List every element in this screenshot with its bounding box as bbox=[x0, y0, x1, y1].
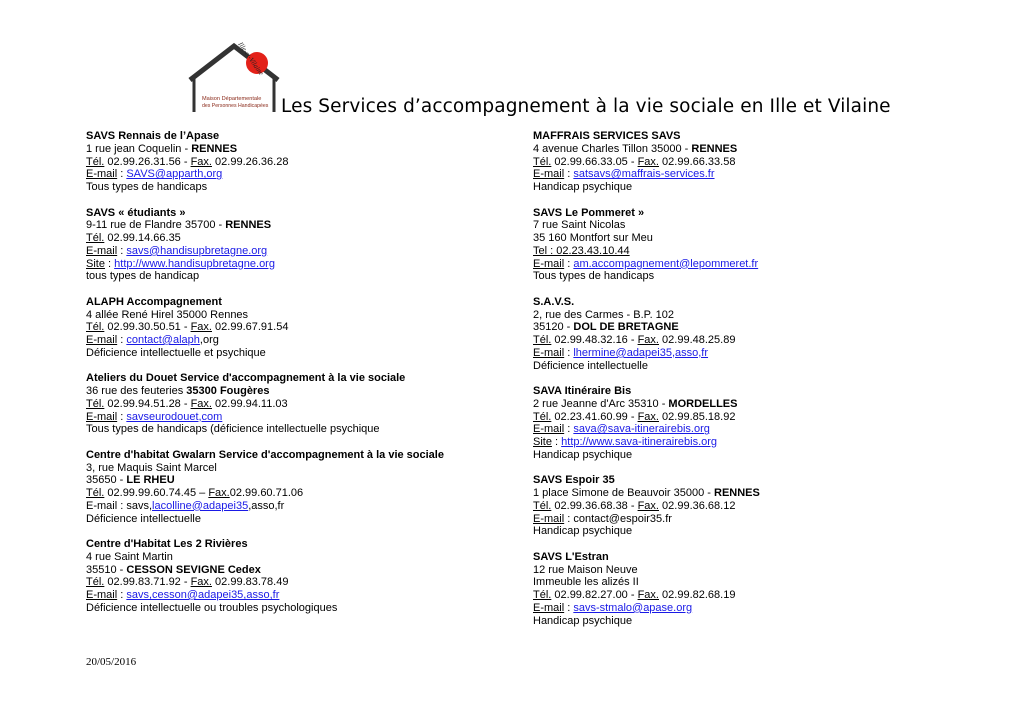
address-text: 1 rue jean Coquelin - bbox=[86, 142, 192, 155]
email-tail: ,asso,fr bbox=[248, 499, 285, 512]
email-line bbox=[86, 245, 516, 258]
city-name: DOL DE BRETAGNE bbox=[573, 321, 679, 334]
logo-text-top: Ille-et-Vilaine bbox=[236, 42, 266, 77]
handicap-type: Déficience intellectuelle bbox=[533, 359, 648, 372]
city-name: LE RHEU bbox=[126, 474, 175, 487]
email-separator: : bbox=[117, 589, 127, 601]
handicap-type: Handicap psychique bbox=[533, 525, 633, 538]
fax-label: Fax. bbox=[637, 499, 659, 512]
city-name: CESSON SEVIGNE Cedex bbox=[126, 563, 261, 576]
address-line bbox=[533, 487, 973, 500]
email-link[interactable]: sava@sava-itinerairebis.org bbox=[573, 423, 710, 436]
logo-text-line1: Maison Départementale bbox=[202, 96, 262, 102]
city-name: RENNES bbox=[691, 142, 738, 155]
website-link[interactable]: http://www.handisupbretagne.org bbox=[114, 257, 275, 270]
phone-line bbox=[533, 334, 973, 347]
service-entry bbox=[533, 551, 973, 628]
email-link[interactable]: savs,cesson@adapei35,asso,fr bbox=[126, 589, 280, 601]
service-entry bbox=[533, 296, 973, 373]
handicap-type: tous types de handicap bbox=[86, 270, 200, 283]
service-name: SAVS Rennais de l’Apase bbox=[86, 130, 220, 142]
phone-line bbox=[533, 500, 973, 513]
phone-number: 02.99.83.71.92 - bbox=[104, 576, 191, 589]
right-column bbox=[533, 130, 973, 640]
handicap-type: Tous types de handicaps bbox=[533, 270, 655, 283]
mdph-logo bbox=[186, 42, 282, 116]
fax-label: Fax. bbox=[190, 321, 212, 334]
website-separator: : bbox=[551, 436, 562, 448]
handicap-type: Handicap psychique bbox=[533, 448, 633, 461]
fax-label: Fax. bbox=[190, 397, 212, 410]
phone-number: 02.99.94.51.28 - bbox=[104, 397, 191, 410]
phone-number: 02.99.30.50.51 - bbox=[104, 321, 191, 334]
phone-number: 02.99.36.68.38 - bbox=[551, 499, 638, 512]
handicap-type: Handicap psychique bbox=[533, 614, 633, 627]
page-title: Les Services d’accompagnement à la vie sociale en Ille et Vilaine bbox=[281, 96, 891, 117]
email-label: E-mail bbox=[86, 589, 118, 601]
service-name: SAVS « étudiants » bbox=[86, 206, 186, 219]
email-link[interactable]: lacolline@adapei35 bbox=[152, 499, 249, 512]
website-line bbox=[86, 258, 516, 271]
website-line bbox=[533, 436, 973, 449]
phone-label: Tél. bbox=[533, 155, 552, 168]
address-text: 2, rue des Carmes - B.P. 102 bbox=[533, 308, 675, 321]
service-entry bbox=[86, 296, 516, 360]
address-line bbox=[86, 219, 516, 232]
address-text: 4 avenue Charles Tillon 35000 - bbox=[533, 142, 692, 155]
email-line bbox=[533, 347, 973, 360]
service-entry bbox=[533, 385, 973, 462]
address-text: 9-11 rue de Flandre 35700 - bbox=[86, 219, 226, 232]
phone-label: Tél. bbox=[533, 499, 552, 512]
phone-number: 02.99.99.60.74.45 – bbox=[104, 487, 209, 499]
service-entry bbox=[86, 130, 516, 194]
city-name: MORDELLES bbox=[668, 397, 738, 410]
postal-line bbox=[533, 321, 973, 334]
address-line bbox=[533, 398, 973, 411]
email-link[interactable]: SAVS@apparth,org bbox=[126, 168, 223, 181]
service-name: Ateliers du Douet Service d'accompagnement à la vie sociale bbox=[86, 372, 406, 385]
city-name: RENNES bbox=[191, 142, 238, 155]
postal-code: 35650 - bbox=[86, 474, 127, 487]
service-entry bbox=[533, 474, 973, 538]
fax-label: Fax. bbox=[190, 155, 212, 168]
phone-number: 02.99.82.27.00 - bbox=[551, 589, 638, 601]
service-name: S.A.V.S. bbox=[533, 295, 575, 308]
address-line bbox=[86, 309, 516, 322]
website-separator: : bbox=[104, 257, 115, 270]
email-label: E-mail bbox=[533, 601, 565, 614]
footer-date: 20/05/2016 bbox=[86, 656, 137, 668]
email-line bbox=[533, 168, 973, 181]
fax-number: 02.99.36.68.12 bbox=[658, 499, 736, 512]
address-text: 4 allée René Hirel 35000 Rennes bbox=[86, 308, 249, 321]
phone-label: Tél. bbox=[86, 232, 105, 244]
service-name: ALAPH Accompagnement bbox=[86, 295, 222, 308]
address-line bbox=[533, 564, 973, 577]
fax-label: Fax. bbox=[637, 334, 659, 346]
logo-text-line2: des Personnes Handicapées bbox=[202, 103, 269, 109]
email-link[interactable]: am.accompagnement@lepommeret.fr bbox=[573, 257, 759, 270]
email-separator: : bbox=[564, 423, 574, 436]
email-separator: : bbox=[564, 168, 574, 181]
fax-number: 02.99.94.11.03 bbox=[211, 397, 288, 410]
phone-label: Tél. bbox=[533, 334, 552, 346]
phone-line bbox=[86, 487, 516, 500]
address-text: 3, rue Maquis Saint Marcel bbox=[86, 461, 217, 474]
handicap-type: Déficience intellectuelle et psychique bbox=[86, 346, 266, 359]
service-entry bbox=[86, 372, 516, 436]
email-separator: : bbox=[564, 601, 574, 614]
service-name: MAFFRAIS SERVICES SAVS bbox=[533, 130, 681, 142]
website-label: Site bbox=[533, 436, 552, 448]
email-label: E-mail bbox=[533, 346, 565, 359]
email-link[interactable]: savs@handisupbretagne.org bbox=[126, 244, 268, 257]
email-line bbox=[533, 423, 973, 436]
email-text: E-mail : savs, bbox=[86, 499, 153, 512]
phone-line bbox=[86, 232, 516, 245]
phone-line bbox=[86, 576, 516, 589]
address-line bbox=[533, 309, 973, 322]
email-link[interactable]: savseurodouet,com bbox=[126, 410, 223, 423]
city-name: RENNES bbox=[225, 219, 272, 232]
email-separator: : bbox=[117, 410, 127, 423]
fax-label: Fax. bbox=[208, 487, 230, 499]
house-logo-icon bbox=[186, 42, 282, 116]
postal-code: 35510 - bbox=[86, 563, 127, 576]
address-line bbox=[86, 551, 516, 564]
phone-label: Tél. bbox=[86, 487, 105, 499]
phone-line bbox=[86, 321, 516, 334]
email-label: E-mail bbox=[86, 168, 118, 181]
phone-label: Tél. bbox=[533, 589, 552, 601]
phone-number: 02.23.41.60.99 - bbox=[551, 410, 638, 423]
city-name: RENNES bbox=[714, 487, 760, 499]
phone-label: Tél. bbox=[86, 321, 105, 334]
fax-number: 02.99.83.78.49 bbox=[211, 576, 289, 589]
email-link[interactable]: savs-stmalo@apase.org bbox=[573, 601, 693, 614]
email-separator: : bbox=[564, 257, 574, 270]
email-separator: : bbox=[117, 334, 127, 346]
email-line bbox=[86, 334, 516, 347]
email-link[interactable]: satsavs@maffrais-services.fr bbox=[573, 168, 715, 181]
postal-code: 35120 - bbox=[533, 321, 574, 334]
email-separator: : bbox=[117, 244, 127, 257]
fax-label: Fax. bbox=[190, 576, 212, 589]
service-entry bbox=[86, 449, 516, 526]
service-entry bbox=[86, 207, 516, 284]
email-separator: : bbox=[564, 512, 574, 525]
phone-label: Tél. bbox=[533, 410, 552, 423]
email-label: E-mail bbox=[533, 257, 565, 270]
email-separator: : bbox=[117, 168, 127, 181]
email-link[interactable]: contact@alaph bbox=[126, 334, 200, 346]
phone-line bbox=[533, 411, 973, 424]
email-line bbox=[533, 258, 973, 271]
phone-label: Tél. bbox=[86, 155, 105, 168]
phone-number: 02.99.48.32.16 - bbox=[551, 334, 638, 346]
city-name: 35300 Fougères bbox=[186, 385, 270, 397]
phone-line bbox=[533, 589, 973, 602]
fax-number: 02.99.67.91.54 bbox=[211, 321, 289, 334]
email-label: E-mail bbox=[533, 512, 565, 525]
fax-label: Fax. bbox=[637, 589, 659, 601]
phone-number: 02.99.66.33.05 - bbox=[551, 155, 638, 168]
service-entry bbox=[533, 207, 973, 284]
website-link[interactable]: http://www.sava-itinerairebis.org bbox=[561, 436, 718, 448]
address-line bbox=[86, 143, 516, 156]
handicap-type: Handicap psychique bbox=[533, 181, 633, 193]
fax-number: 02.99.26.36.28 bbox=[211, 155, 289, 168]
website-label: Site bbox=[86, 257, 105, 270]
postal-line bbox=[86, 564, 516, 577]
phone-line bbox=[86, 156, 516, 169]
phone-line bbox=[86, 398, 516, 411]
service-name: Centre d'habitat Gwalarn Service d'accompagnement à la vie sociale bbox=[86, 448, 444, 461]
email-link[interactable]: lhermine@adapei35,asso,fr bbox=[573, 346, 709, 359]
email-label: E-mail bbox=[533, 423, 565, 436]
address-line bbox=[533, 219, 973, 232]
address-line bbox=[533, 143, 973, 156]
handicap-type: Déficience intellectuelle ou troubles psychologiques bbox=[86, 601, 338, 614]
service-name: SAVS L'Estran bbox=[533, 550, 609, 563]
email-label: E-mail bbox=[86, 244, 118, 257]
email-line bbox=[533, 602, 973, 615]
address-text: 2 rue Jeanne d'Arc 35310 - bbox=[533, 397, 669, 410]
email-label: E-mail bbox=[533, 168, 565, 181]
address-text: 1 place Simone de Beauvoir 35000 - bbox=[533, 487, 715, 499]
phone-line bbox=[533, 156, 973, 169]
postal-line bbox=[86, 474, 516, 487]
email-text: contact@espoir35.fr bbox=[573, 512, 672, 525]
phone-label: Tél. bbox=[86, 397, 105, 410]
address-text: 36 rue des feuteries bbox=[86, 385, 187, 397]
email-line bbox=[533, 513, 973, 526]
service-name: Centre d'Habitat Les 2 Rivières bbox=[86, 538, 248, 550]
fax-number: 02.99.66.33.58 bbox=[658, 155, 736, 168]
fax-number: 02.99.48.25.89 bbox=[658, 334, 736, 346]
address-line-2: Immeuble les alizés II bbox=[533, 576, 639, 589]
address-text: 7 rue Saint Nicolas bbox=[533, 219, 626, 232]
handicap-type: Tous types de handicaps (déficience intellectuelle psychique bbox=[86, 423, 380, 436]
email-line bbox=[86, 500, 516, 513]
address-line-2: 35 160 Montfort sur Meu bbox=[533, 232, 653, 244]
service-name: SAVS Le Pommeret » bbox=[533, 206, 645, 219]
fax-number: 02.99.85.18.92 bbox=[658, 410, 736, 423]
address-line bbox=[86, 462, 516, 475]
service-name: SAVS Espoir 35 bbox=[533, 474, 615, 487]
address-text: 12 rue Maison Neuve bbox=[533, 563, 638, 576]
phone-number: 02.99.14.66.35 bbox=[104, 232, 181, 244]
email-tail: ,org bbox=[199, 334, 219, 346]
address-line bbox=[86, 385, 516, 398]
email-label: E-mail bbox=[86, 334, 118, 346]
email-line bbox=[86, 168, 516, 181]
left-column bbox=[86, 130, 516, 627]
email-line bbox=[86, 411, 516, 424]
address-text: 4 rue Saint Martin bbox=[86, 550, 173, 563]
service-name: SAVA Itinéraire Bis bbox=[533, 385, 632, 397]
service-entry bbox=[533, 130, 973, 194]
phone-number: 02.99.26.31.56 - bbox=[104, 155, 191, 168]
handicap-type: Tous types de handicaps bbox=[86, 181, 208, 193]
fax-number: 02.99.60.71.06 bbox=[229, 487, 304, 499]
fax-number: 02.99.82.68.19 bbox=[658, 589, 736, 601]
phone-line bbox=[533, 245, 973, 258]
handicap-type: Déficience intellectuelle bbox=[86, 512, 201, 525]
email-label: E-mail bbox=[86, 410, 118, 423]
fax-label: Fax. bbox=[637, 410, 659, 423]
phone-label: Tél. bbox=[86, 576, 105, 589]
email-line bbox=[86, 589, 516, 602]
phone-number: Tel : 02.23.43.10.44 bbox=[533, 244, 630, 257]
email-separator: : bbox=[564, 346, 574, 359]
fax-label: Fax. bbox=[637, 155, 659, 168]
service-entry bbox=[86, 538, 516, 615]
